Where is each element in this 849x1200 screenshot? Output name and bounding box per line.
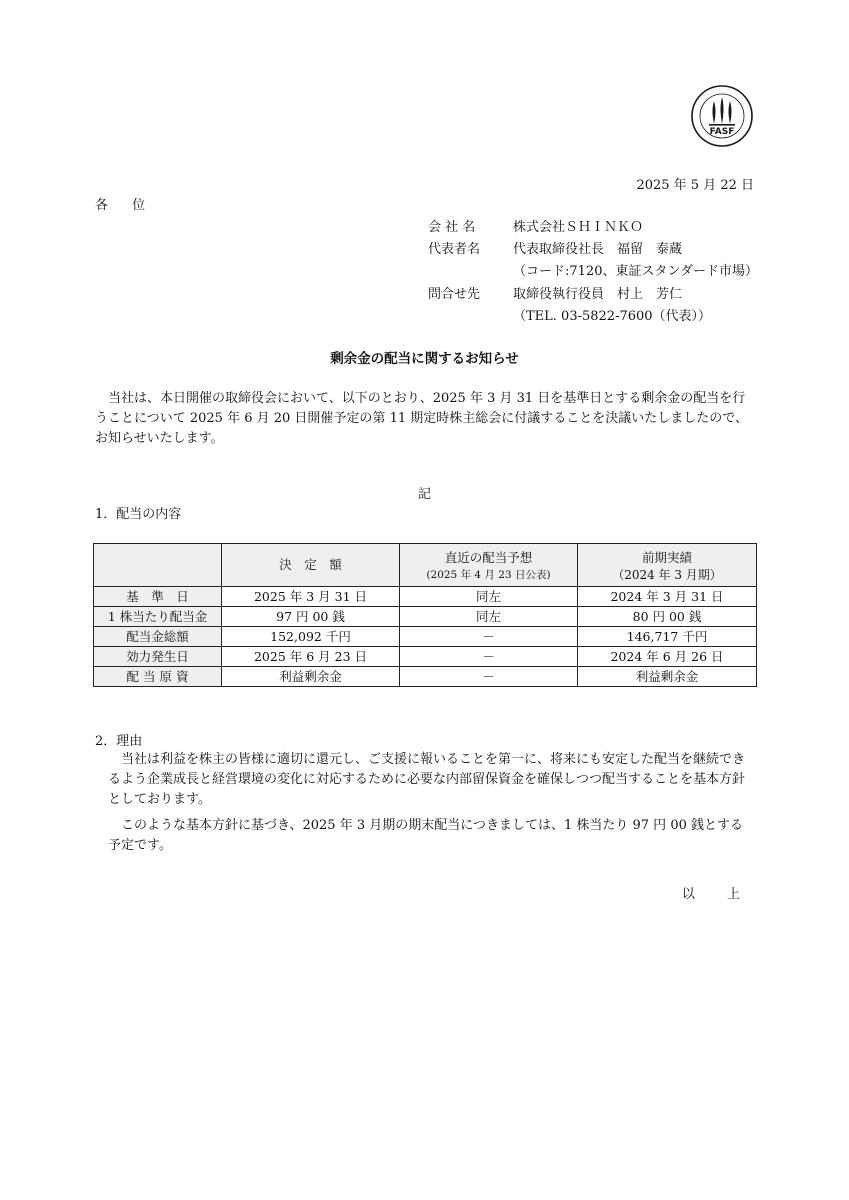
- intro-paragraph: 当社は、本日開催の取締役会において、以下のとおり、2025 年 3 月 31 日を基準日とする剰余金の配当を行うことについて 2025 年 6 月 20 日開催予定の第 11 期定時株主総会に付議することを決議いたしましたので、お知らせいたします。: [95, 391, 748, 446]
- header-forecast: 直近の配当予想 (2025 年 4 月 23 日公表): [400, 544, 578, 587]
- header-previous: 前期実績 （2024 年 3 月期）: [578, 544, 757, 587]
- document-date: 2025 年 5 月 22 日: [636, 178, 754, 193]
- representative-value: 代表取締役社長 福留 泰蔵: [513, 242, 683, 257]
- cell-previous: 2024 年 6 月 26 日: [578, 647, 757, 667]
- contact-label: 問合せ先: [428, 287, 481, 302]
- reason-paragraph-2: このような基本方針に基づき、2025 年 3 月期の期末配当につきましては、1 株当たり 97 円 00 銭とする予定です。: [108, 818, 743, 853]
- row-label: 効力発生日: [94, 647, 222, 667]
- cell-decided: 97 円 00 銭: [222, 607, 400, 627]
- company-name-label: 会 社 名: [428, 220, 476, 235]
- table-row: [94, 607, 757, 627]
- fasf-logo-text: FASF: [709, 127, 735, 137]
- cell-forecast: 同左: [400, 607, 578, 627]
- table-row: [94, 647, 757, 667]
- closing-ijou: 以 上: [681, 887, 754, 902]
- table-header-row: [94, 544, 757, 587]
- cell-previous: 146,717 千円: [578, 627, 757, 647]
- cell-decided: 2025 年 6 月 23 日: [222, 647, 400, 667]
- cell-forecast: －: [400, 667, 578, 687]
- fasf-logo: [690, 84, 754, 148]
- header-decided: 決 定 額: [222, 544, 400, 587]
- cell-decided: 利益剰余金: [222, 667, 400, 687]
- table-row: [94, 627, 757, 647]
- row-label: 1 株当たり配当金: [94, 607, 222, 627]
- cell-previous: 2024 年 3 月 31 日: [578, 587, 757, 607]
- cell-forecast: －: [400, 647, 578, 667]
- table-row: [94, 587, 757, 607]
- section-2-title: 2．理由: [95, 734, 143, 749]
- section-1-title: 1．配当の内容: [95, 507, 182, 522]
- row-label: 基 準 日: [94, 587, 222, 607]
- header-blank: [94, 544, 222, 587]
- representative-label: 代表者名: [428, 242, 481, 257]
- cell-decided: 152,092 千円: [222, 627, 400, 647]
- table-row: [94, 667, 757, 687]
- cell-forecast: 同左: [400, 587, 578, 607]
- dividend-table: [93, 543, 757, 687]
- contact-tel: （TEL. 03-5822-7600（代表））: [513, 309, 712, 324]
- ki-marker: 記: [417, 487, 431, 502]
- row-label: 配当金総額: [94, 627, 222, 647]
- reason-paragraph-1: 当社は利益を株主の皆様に適切に還元し、ご支援に報いることを第一に、将来にも安定した配当を継続できるよう企業成長と経営環境の変化に対応するために必要な内部留保資金を確保しつつ配当することを基本方針としております。: [108, 752, 746, 807]
- company-name-value: 株式会社ＳＨＩＮＫＯ: [513, 220, 644, 235]
- cell-previous: 80 円 00 銭: [578, 607, 757, 627]
- document-title: 剰余金の配当に関するお知らせ: [330, 351, 519, 367]
- recipient: 各 位: [95, 198, 156, 213]
- cell-forecast: －: [400, 627, 578, 647]
- row-label: 配 当 原 資: [94, 667, 222, 687]
- contact-value: 取締役執行役員 村上 芳仁: [513, 287, 683, 302]
- cell-decided: 2025 年 3 月 31 日: [222, 587, 400, 607]
- cell-previous: 利益剰余金: [578, 667, 757, 687]
- stock-code: （コード:7120、東証スタンダード市場）: [513, 264, 758, 279]
